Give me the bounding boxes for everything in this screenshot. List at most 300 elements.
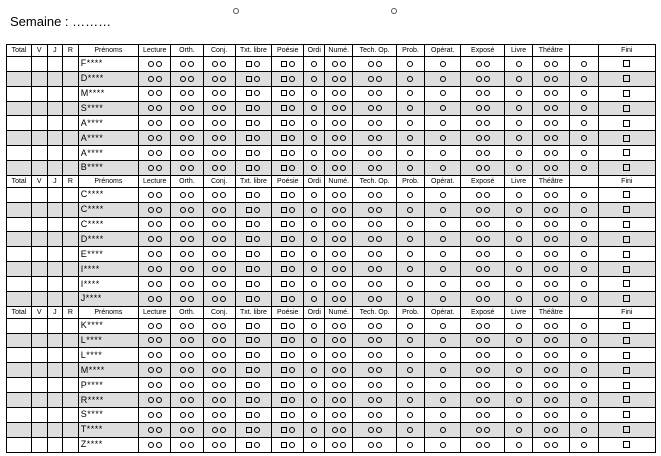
- table-cell: [353, 262, 397, 277]
- checkbox-icon[interactable]: [246, 236, 252, 242]
- circle-mark: [516, 61, 522, 67]
- circle-mark: [407, 296, 413, 302]
- checkbox-icon[interactable]: [246, 135, 252, 141]
- fini-checkbox-icon[interactable]: [623, 322, 630, 329]
- table-cell: [63, 437, 79, 452]
- checkbox-icon[interactable]: [246, 61, 252, 67]
- table-cell: [235, 217, 271, 232]
- table-cell: [598, 437, 655, 452]
- checkbox-icon[interactable]: [281, 412, 287, 418]
- checkbox-icon[interactable]: [281, 90, 287, 96]
- checkbox-icon[interactable]: [246, 251, 252, 257]
- checkbox-icon[interactable]: [281, 442, 287, 448]
- circle-mark: [340, 412, 346, 418]
- table-cell: [325, 333, 353, 348]
- table-cell: [272, 187, 304, 202]
- table-cell: [235, 101, 271, 116]
- circle-mark: [220, 150, 226, 156]
- checkbox-icon[interactable]: [246, 442, 252, 448]
- table-cell: [47, 71, 63, 86]
- table-cell: [235, 146, 271, 161]
- table-cell: [139, 217, 171, 232]
- column-header: R: [63, 175, 79, 187]
- circle-mark: [180, 61, 186, 67]
- fini-checkbox-icon[interactable]: [623, 280, 630, 287]
- circle-mark: [407, 90, 413, 96]
- table-cell: [63, 146, 79, 161]
- checkbox-icon[interactable]: [246, 397, 252, 403]
- circle-mark: [544, 236, 550, 242]
- student-name: R****: [78, 393, 138, 408]
- table-cell: [396, 262, 424, 277]
- checkbox-icon[interactable]: [246, 120, 252, 126]
- circle-mark: [289, 76, 295, 82]
- circle-mark: [440, 296, 446, 302]
- table-cell: [353, 232, 397, 247]
- checkbox-icon[interactable]: [281, 236, 287, 242]
- fini-checkbox-icon[interactable]: [623, 164, 630, 171]
- circle-mark: [340, 323, 346, 329]
- table-cell: [272, 318, 304, 333]
- table-cell: [533, 71, 569, 86]
- circle-mark: [407, 105, 413, 111]
- table-cell: [569, 116, 598, 131]
- table-cell: [139, 393, 171, 408]
- table-cell: [325, 161, 353, 176]
- circle-mark: [180, 281, 186, 287]
- fini-checkbox-icon[interactable]: [623, 236, 630, 243]
- table-cell: [63, 86, 79, 101]
- circle-mark: [544, 150, 550, 156]
- circle-mark: [376, 90, 382, 96]
- checkbox-icon[interactable]: [281, 367, 287, 373]
- table-cell: [325, 71, 353, 86]
- fini-checkbox-icon[interactable]: [623, 411, 630, 418]
- table-cell: [47, 56, 63, 71]
- table-cell: [7, 277, 32, 292]
- circle-mark: [440, 236, 446, 242]
- circle-mark: [544, 352, 550, 358]
- checkbox-icon[interactable]: [246, 90, 252, 96]
- table-cell: [353, 363, 397, 378]
- circle-mark: [220, 412, 226, 418]
- table-cell: [461, 187, 505, 202]
- table-cell: [396, 393, 424, 408]
- checkbox-icon[interactable]: [246, 150, 252, 156]
- fini-checkbox-icon[interactable]: [623, 149, 630, 156]
- checkbox-icon[interactable]: [281, 352, 287, 358]
- circle-mark: [552, 337, 558, 343]
- fini-checkbox-icon[interactable]: [623, 60, 630, 67]
- checkbox-icon[interactable]: [281, 323, 287, 329]
- checkbox-icon[interactable]: [281, 337, 287, 343]
- fini-checkbox-icon[interactable]: [623, 266, 630, 273]
- table-cell: [63, 407, 79, 422]
- circle-mark: [254, 442, 260, 448]
- circle-mark: [180, 105, 186, 111]
- checkbox-icon[interactable]: [246, 281, 252, 287]
- table-cell: [63, 393, 79, 408]
- table-cell: [598, 187, 655, 202]
- circle-mark: [340, 427, 346, 433]
- table-cell: [396, 422, 424, 437]
- student-name: F****: [78, 56, 138, 71]
- table-cell: [505, 407, 533, 422]
- circle-mark: [289, 367, 295, 373]
- circle-mark: [289, 427, 295, 433]
- table-cell: [396, 378, 424, 393]
- table-cell: [325, 187, 353, 202]
- table-cell: [569, 262, 598, 277]
- table-cell: [353, 333, 397, 348]
- circle-mark: [552, 90, 558, 96]
- checkbox-icon[interactable]: [246, 352, 252, 358]
- circle-mark: [289, 150, 295, 156]
- circle-mark: [180, 207, 186, 213]
- table-cell: [325, 56, 353, 71]
- circle-mark: [368, 90, 374, 96]
- circle-mark: [254, 266, 260, 272]
- circle-mark: [368, 427, 374, 433]
- column-header: Tech. Op.: [353, 175, 397, 187]
- circle-mark: [484, 296, 490, 302]
- circle-mark: [188, 382, 194, 388]
- circle-mark: [254, 135, 260, 141]
- circle-mark: [180, 412, 186, 418]
- checkbox-icon[interactable]: [246, 412, 252, 418]
- checkbox-icon[interactable]: [281, 397, 287, 403]
- checkbox-icon[interactable]: [281, 120, 287, 126]
- table-cell: [304, 86, 325, 101]
- circle-mark: [220, 165, 226, 171]
- checkbox-icon[interactable]: [246, 323, 252, 329]
- circle-mark: [544, 135, 550, 141]
- table-cell: [461, 161, 505, 176]
- fini-checkbox-icon[interactable]: [623, 75, 630, 82]
- circle-mark: [212, 367, 218, 373]
- circle-mark: [368, 337, 374, 343]
- circle-mark: [544, 76, 550, 82]
- checkbox-icon[interactable]: [281, 207, 287, 213]
- circle-mark: [254, 251, 260, 257]
- table-cell: [304, 393, 325, 408]
- table-cell: [139, 333, 171, 348]
- fini-checkbox-icon[interactable]: [623, 367, 630, 374]
- column-header: Ordi: [304, 306, 325, 318]
- table-cell: [171, 161, 203, 176]
- checkbox-icon[interactable]: [246, 427, 252, 433]
- circle-mark: [581, 296, 587, 302]
- circle-mark: [148, 412, 154, 418]
- circle-mark: [581, 236, 587, 242]
- checkbox-icon[interactable]: [246, 382, 252, 388]
- checkbox-icon[interactable]: [246, 221, 252, 227]
- student-name: I****: [78, 262, 138, 277]
- circle-mark: [188, 266, 194, 272]
- table-cell: [171, 187, 203, 202]
- fini-checkbox-icon[interactable]: [623, 105, 630, 112]
- circle-mark: [476, 105, 482, 111]
- fini-checkbox-icon[interactable]: [623, 396, 630, 403]
- circle-mark: [156, 192, 162, 198]
- circle-mark: [156, 76, 162, 82]
- circle-mark: [407, 266, 413, 272]
- circle-mark: [476, 337, 482, 343]
- circle-mark: [180, 367, 186, 373]
- table-cell: [353, 393, 397, 408]
- table-cell: [425, 56, 461, 71]
- checkbox-icon[interactable]: [281, 221, 287, 227]
- table-cell: [353, 187, 397, 202]
- circle-mark: [407, 352, 413, 358]
- circle-mark: [552, 412, 558, 418]
- circle-mark: [332, 337, 338, 343]
- student-row: [7, 363, 656, 378]
- circle-mark: [332, 165, 338, 171]
- fini-checkbox-icon[interactable]: [623, 135, 630, 142]
- circle-mark: [440, 442, 446, 448]
- circle-mark: [148, 90, 154, 96]
- table-cell: [325, 86, 353, 101]
- circle-mark: [440, 105, 446, 111]
- circle-mark: [188, 397, 194, 403]
- table-cell: [533, 187, 569, 202]
- circle-mark: [332, 251, 338, 257]
- table-cell: [533, 393, 569, 408]
- table-cell: [533, 318, 569, 333]
- circle-mark: [220, 337, 226, 343]
- circle-mark: [484, 207, 490, 213]
- column-header: Opérat.: [425, 175, 461, 187]
- circle-mark: [212, 135, 218, 141]
- circle-mark: [254, 352, 260, 358]
- circle-mark: [212, 382, 218, 388]
- circle-mark: [156, 352, 162, 358]
- table-cell: [235, 318, 271, 333]
- table-cell: [304, 232, 325, 247]
- circle-mark: [476, 442, 482, 448]
- circle-mark: [544, 165, 550, 171]
- table-cell: [304, 71, 325, 86]
- checkbox-icon[interactable]: [246, 165, 252, 171]
- checkbox-icon[interactable]: [246, 192, 252, 198]
- table-cell: [31, 146, 47, 161]
- table-cell: [171, 318, 203, 333]
- circle-mark: [148, 120, 154, 126]
- circle-mark: [440, 281, 446, 287]
- checkbox-icon[interactable]: [281, 251, 287, 257]
- table-cell: [7, 86, 32, 101]
- table-cell: [235, 407, 271, 422]
- table-cell: [533, 277, 569, 292]
- column-header: J: [47, 175, 63, 187]
- checkbox-icon[interactable]: [246, 76, 252, 82]
- table-cell: [47, 378, 63, 393]
- table-cell: [47, 232, 63, 247]
- table-cell: [569, 86, 598, 101]
- table-cell: [171, 232, 203, 247]
- checkbox-icon[interactable]: [281, 281, 287, 287]
- checkbox-icon[interactable]: [281, 135, 287, 141]
- circle-mark: [552, 382, 558, 388]
- circle-mark: [311, 221, 317, 227]
- table-cell: [569, 217, 598, 232]
- circle-mark: [376, 296, 382, 302]
- checkbox-icon[interactable]: [246, 207, 252, 213]
- circle-mark: [340, 76, 346, 82]
- fini-checkbox-icon[interactable]: [623, 337, 630, 344]
- table-cell: [171, 71, 203, 86]
- table-cell: [171, 333, 203, 348]
- circle-mark: [289, 192, 295, 198]
- checkbox-icon[interactable]: [281, 192, 287, 198]
- student-row: [7, 71, 656, 86]
- table-cell: [425, 363, 461, 378]
- circle-mark: [581, 135, 587, 141]
- column-header: Poésie: [272, 306, 304, 318]
- table-cell: [396, 116, 424, 131]
- circle-mark: [148, 207, 154, 213]
- circle-mark: [516, 352, 522, 358]
- fini-checkbox-icon[interactable]: [623, 206, 630, 213]
- table-cell: [569, 232, 598, 247]
- table-cell: [505, 146, 533, 161]
- table-cell: [171, 437, 203, 452]
- table-cell: [7, 187, 32, 202]
- checkbox-icon[interactable]: [281, 150, 287, 156]
- circle-mark: [544, 323, 550, 329]
- table-cell: [598, 232, 655, 247]
- table-cell: [235, 378, 271, 393]
- table-cell: [171, 378, 203, 393]
- circle-mark: [440, 323, 446, 329]
- column-header: Théâtre: [533, 306, 569, 318]
- table-cell: [139, 437, 171, 452]
- checkbox-icon[interactable]: [281, 61, 287, 67]
- table-cell: [396, 217, 424, 232]
- table-cell: [272, 146, 304, 161]
- table-cell: [598, 86, 655, 101]
- circle-mark: [376, 251, 382, 257]
- checkbox-icon[interactable]: [281, 382, 287, 388]
- circle-mark: [484, 367, 490, 373]
- circle-mark: [440, 382, 446, 388]
- checkbox-icon[interactable]: [281, 266, 287, 272]
- table-cell: [461, 333, 505, 348]
- column-header: Txt. libre: [235, 175, 271, 187]
- circle-mark: [407, 236, 413, 242]
- fini-checkbox-icon[interactable]: [623, 382, 630, 389]
- circle-mark: [516, 105, 522, 111]
- checkbox-icon[interactable]: [281, 105, 287, 111]
- table-cell: [139, 187, 171, 202]
- table-cell: [63, 262, 79, 277]
- checkbox-icon[interactable]: [246, 337, 252, 343]
- table-cell: [63, 348, 79, 363]
- fini-checkbox-icon[interactable]: [623, 251, 630, 258]
- table-cell: [598, 116, 655, 131]
- table-cell: [7, 378, 32, 393]
- table-cell: [203, 101, 235, 116]
- fini-checkbox-icon[interactable]: [623, 90, 630, 97]
- checkbox-icon[interactable]: [281, 76, 287, 82]
- circle-mark: [289, 352, 295, 358]
- circle-mark: [188, 207, 194, 213]
- circle-mark: [311, 397, 317, 403]
- table-cell: [325, 363, 353, 378]
- circle-mark: [289, 90, 295, 96]
- circle-mark: [180, 135, 186, 141]
- circle-mark: [376, 61, 382, 67]
- circle-mark: [289, 251, 295, 257]
- circle-mark: [188, 135, 194, 141]
- circle-mark: [332, 266, 338, 272]
- circle-mark: [484, 135, 490, 141]
- table-cell: [31, 422, 47, 437]
- circle-mark: [516, 135, 522, 141]
- circle-mark: [516, 281, 522, 287]
- circle-mark: [340, 397, 346, 403]
- table-cell: [47, 101, 63, 116]
- table-cell: [325, 437, 353, 452]
- table-cell: [235, 86, 271, 101]
- table-cell: [47, 363, 63, 378]
- table-cell: [7, 437, 32, 452]
- circle-mark: [156, 251, 162, 257]
- fini-checkbox-icon[interactable]: [623, 295, 630, 302]
- circle-mark: [188, 105, 194, 111]
- fini-checkbox-icon[interactable]: [623, 352, 630, 359]
- table-cell: [7, 116, 32, 131]
- checkbox-icon[interactable]: [246, 367, 252, 373]
- circle-mark: [340, 192, 346, 198]
- student-row: [7, 116, 656, 131]
- circle-mark: [212, 266, 218, 272]
- student-row: [7, 187, 656, 202]
- circle-mark: [376, 105, 382, 111]
- checkbox-icon[interactable]: [246, 105, 252, 111]
- table-cell: [139, 363, 171, 378]
- checkbox-icon[interactable]: [281, 165, 287, 171]
- circle-mark: [220, 281, 226, 287]
- circle-mark: [484, 442, 490, 448]
- student-row: [7, 277, 656, 292]
- table-cell: [304, 348, 325, 363]
- table-cell: [47, 333, 63, 348]
- checkbox-icon[interactable]: [246, 266, 252, 272]
- circle-mark: [220, 61, 226, 67]
- fini-checkbox-icon[interactable]: [623, 221, 630, 228]
- fini-checkbox-icon[interactable]: [623, 191, 630, 198]
- fini-checkbox-icon[interactable]: [623, 441, 630, 448]
- table-cell: [304, 202, 325, 217]
- checkbox-icon[interactable]: [246, 296, 252, 302]
- table-cell: [353, 131, 397, 146]
- checkbox-icon[interactable]: [281, 296, 287, 302]
- fini-checkbox-icon[interactable]: [623, 120, 630, 127]
- circle-mark: [332, 207, 338, 213]
- checkbox-icon[interactable]: [281, 427, 287, 433]
- circle-mark: [476, 397, 482, 403]
- table-cell: [461, 378, 505, 393]
- circle-mark: [552, 150, 558, 156]
- circle-mark: [332, 397, 338, 403]
- fini-checkbox-icon[interactable]: [623, 426, 630, 433]
- circle-mark: [156, 90, 162, 96]
- circle-mark: [581, 442, 587, 448]
- weekly-tracking-table: [6, 44, 656, 453]
- column-header: Exposé: [461, 306, 505, 318]
